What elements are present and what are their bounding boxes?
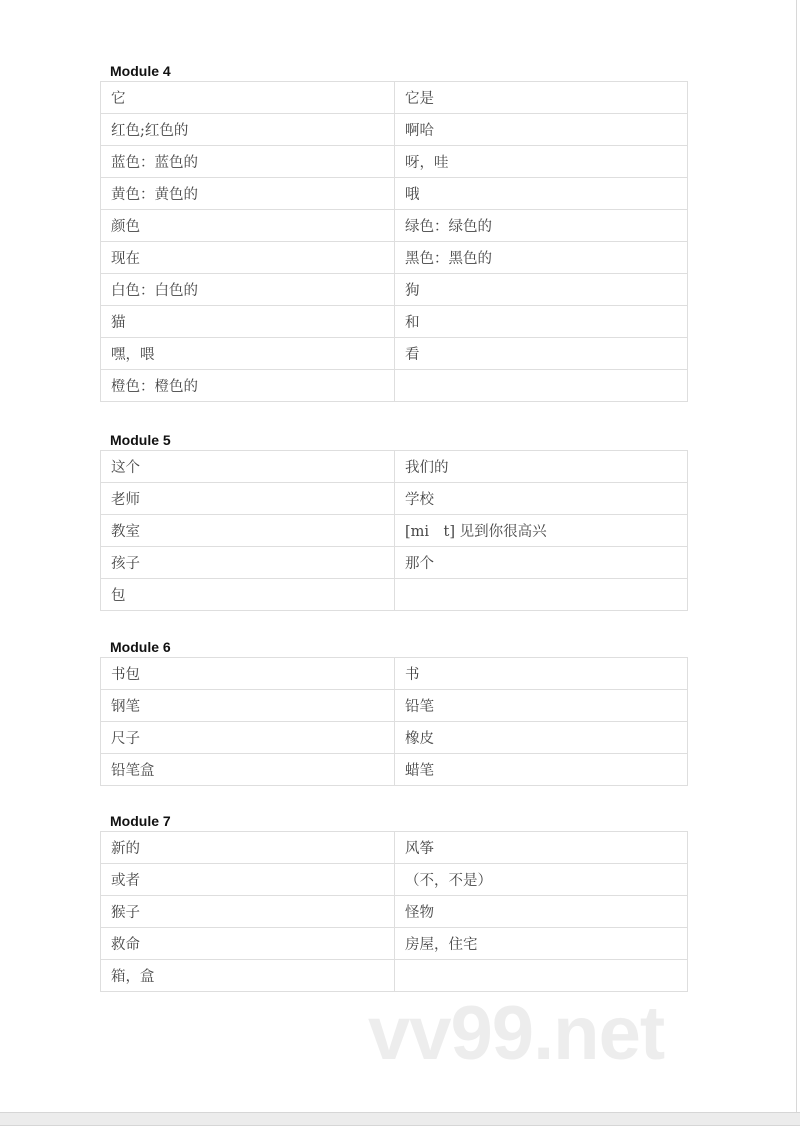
table-cell: 橙色：橙色的: [101, 370, 395, 402]
table-row: [101, 178, 688, 210]
table-row: [101, 579, 688, 611]
table-cell: 钢笔: [101, 690, 395, 722]
vocab-table: [100, 81, 688, 402]
table-cell: 书: [395, 658, 688, 690]
table-cell: 教室: [101, 515, 395, 547]
table-cell: 我们的: [395, 451, 688, 483]
table-cell: （不，不是）: [395, 864, 688, 896]
table-cell: 包: [101, 579, 395, 611]
table-cell: 或者: [101, 864, 395, 896]
table-cell: 箱，盒: [101, 960, 395, 992]
table-row: [101, 722, 688, 754]
table-cell: 蓝色：蓝色的: [101, 146, 395, 178]
page-separator: [0, 1112, 800, 1126]
module-5-section: [100, 434, 688, 611]
table-row: [101, 928, 688, 960]
page-edge: [796, 0, 797, 1112]
table-cell: 房屋，住宅: [395, 928, 688, 960]
table-row: [101, 451, 688, 483]
table-cell: 蜡笔: [395, 754, 688, 786]
table-row: [101, 338, 688, 370]
vocab-table: [100, 831, 688, 992]
table-row: [101, 896, 688, 928]
table-cell: 红色;红色的: [101, 114, 395, 146]
table-cell: 书包: [101, 658, 395, 690]
table-cell: 老师: [101, 483, 395, 515]
table-row: [101, 370, 688, 402]
table-row: [101, 114, 688, 146]
table-row: [101, 864, 688, 896]
table-row: [101, 242, 688, 274]
table-cell: [mi t] 见到你很高兴: [395, 515, 688, 547]
table-cell: 颜色: [101, 210, 395, 242]
table-cell: 哦: [395, 178, 688, 210]
table-row: [101, 210, 688, 242]
table-cell: 它是: [395, 82, 688, 114]
module-title: Module 5: [110, 432, 171, 448]
watermark: vv99.net: [368, 991, 665, 1076]
table-cell: 和: [395, 306, 688, 338]
module-4-section: [100, 65, 688, 402]
table-cell: 风筝: [395, 832, 688, 864]
table-row: [101, 483, 688, 515]
module-title: Module 6: [110, 639, 171, 655]
table-row: [101, 306, 688, 338]
table-cell: 啊哈: [395, 114, 688, 146]
module-title: Module 4: [110, 63, 171, 79]
table-cell: [395, 960, 688, 992]
table-cell: 橡皮: [395, 722, 688, 754]
table-cell: 白色：白色的: [101, 274, 395, 306]
table-cell: 猫: [101, 306, 395, 338]
table-row: [101, 547, 688, 579]
table-cell: 嘿，喂: [101, 338, 395, 370]
table-row: [101, 960, 688, 992]
vocab-table: [100, 657, 688, 786]
table-cell: 孩子: [101, 547, 395, 579]
table-row: [101, 832, 688, 864]
table-row: [101, 274, 688, 306]
table-cell: 这个: [101, 451, 395, 483]
module-7-section: [100, 815, 688, 992]
table-row: [101, 754, 688, 786]
table-cell: [395, 579, 688, 611]
table-cell: 学校: [395, 483, 688, 515]
table-cell: 绿色：绿色的: [395, 210, 688, 242]
module-6-section: [100, 641, 688, 786]
table-cell: 黄色：黄色的: [101, 178, 395, 210]
table-cell: 现在: [101, 242, 395, 274]
table-row: [101, 146, 688, 178]
table-cell: 铅笔盒: [101, 754, 395, 786]
table-row: [101, 658, 688, 690]
table-cell: 狗: [395, 274, 688, 306]
table-row: [101, 515, 688, 547]
table-cell: 新的: [101, 832, 395, 864]
table-cell: 它: [101, 82, 395, 114]
module-title: Module 7: [110, 813, 171, 829]
table-cell: 那个: [395, 547, 688, 579]
table-cell: 猴子: [101, 896, 395, 928]
table-cell: 看: [395, 338, 688, 370]
table-cell: [395, 370, 688, 402]
table-cell: 铅笔: [395, 690, 688, 722]
vocab-table: [100, 450, 688, 611]
table-cell: 尺子: [101, 722, 395, 754]
table-cell: 黑色：黑色的: [395, 242, 688, 274]
table-row: [101, 690, 688, 722]
table-cell: 救命: [101, 928, 395, 960]
table-cell: 怪物: [395, 896, 688, 928]
table-row: [101, 82, 688, 114]
table-cell: 呀，哇: [395, 146, 688, 178]
